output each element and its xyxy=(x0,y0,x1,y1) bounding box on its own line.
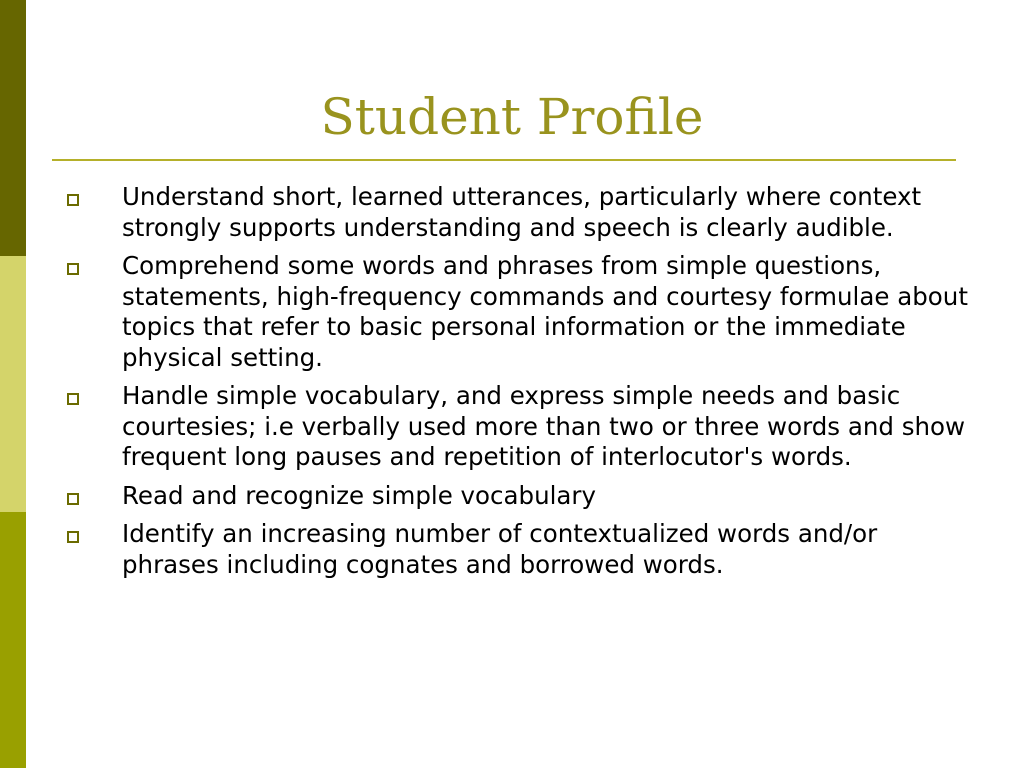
hollow-square-bullet-icon xyxy=(67,531,79,543)
bullet-item xyxy=(62,481,972,512)
bullet-text: Read and recognize simple vocabulary xyxy=(122,480,597,510)
hollow-square-bullet-icon xyxy=(67,194,79,206)
bullet-text: Handle simple vocabulary, and express simple needs and basic courtesies; i.e verbally used more than two or three words and show frequent long pauses and repetition of interlocutor's words. xyxy=(122,381,966,471)
title-divider xyxy=(52,159,956,161)
bullet-text: Identify an increasing number of contextualized words and/or phrases including cognates and borrowed words. xyxy=(122,519,878,579)
bullet-text: Comprehend some words and phrases from simple questions, statements, high-frequency commands and courtesy formulae about topics that refer to basic personal information or the immediate physical setting. xyxy=(122,251,968,372)
bullet-item xyxy=(62,381,972,473)
side-bar-top-segment xyxy=(0,0,26,256)
hollow-square-bullet-icon xyxy=(67,493,79,505)
decorative-side-bar xyxy=(0,0,26,768)
slide-title: Student Profile xyxy=(320,88,704,146)
side-bar-middle-segment xyxy=(0,256,26,512)
bullet-item xyxy=(62,519,972,580)
hollow-square-bullet-icon xyxy=(67,263,79,275)
bullet-item xyxy=(62,182,972,243)
side-bar-bottom-segment xyxy=(0,512,26,768)
hollow-square-bullet-icon xyxy=(67,393,79,405)
bullet-list xyxy=(62,182,972,588)
bullet-item xyxy=(62,251,972,373)
bullet-text: Understand short, learned utterances, particularly where context strongly supports understanding and speech is clearly audible. xyxy=(122,182,922,242)
